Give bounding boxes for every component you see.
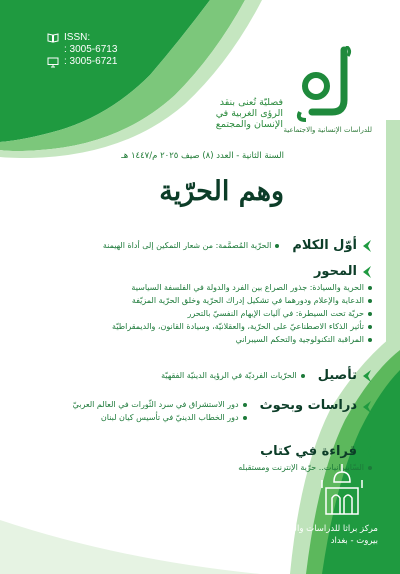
section-rooting [36,368,372,383]
list-item [36,307,372,320]
article-title: الحرّيات الفرديّة في الرؤية الدينيّة الفقهيّة [161,371,297,380]
logo-caption: للدراسات الإنسانية والاجتماعية [283,126,372,134]
article-title: السّايبرانيات.. حرّية الإنترنت ومستقبله [238,463,364,472]
list-item [73,411,247,424]
chevron-left-icon [362,446,372,458]
tagline-line-2: الرؤى الغربية في [215,108,283,119]
list-item [73,398,247,411]
chevron-left-icon [362,370,372,382]
article-title: الحرّية المُصمَّمة: من شعار التمكين إلى أداة الهيمنة [102,241,272,250]
chevron-left-icon [362,401,372,413]
article-title: دور الخطاب الدينيّ في تأسيس كيان لبنان [100,413,239,422]
tagline [153,97,283,130]
article-list [36,281,372,346]
issn-label: ISSN: [64,32,91,43]
article-list [73,398,247,424]
article-title: الحرية والسيادة: جذور الصراع بين الفرد والدولة في الفلسفة السياسية [131,283,364,292]
article-title: تأثير الذكاء الاصطناعيّ على الحرّية، والعقلانيّة، وسيادة القانون، والديمقراطيّة [112,322,364,331]
journal-logo [292,46,362,108]
book-icon [46,32,60,44]
bullet-dot [301,374,305,378]
section-label: المحور [313,264,357,279]
article-title: المراقبة التكنولوجية والتحكم السيبراني [235,335,364,344]
list-item [36,294,372,307]
issn-online-number: : 3005-6721 [64,56,118,67]
section-label: تأصيل [317,368,357,383]
issn-print-row [46,44,166,56]
bullet-dot [275,244,279,248]
monitor-icon [46,56,60,68]
section-axis [36,264,372,346]
article-title: دور الاستشراق في سرد الثّورات في العالم العربيّ [72,400,239,409]
article-title: الدعاية والإعلام ودورهما في تشكيل إدراك الحرّية وخلق الحرّية المزيّفة [131,296,364,305]
issn-print-number: : 3005-6713 [64,44,118,55]
issn-online-row [46,56,166,68]
section-studies [36,398,372,424]
tagline-line-3: الإنسان والمجتمع [215,119,283,130]
section-opening [36,238,372,253]
chevron-left-icon [362,266,372,278]
chevron-left-icon [362,240,372,252]
section-label: دراسات وبحوث [259,398,357,413]
cover-title: وهم الحرّية [159,176,284,207]
list-item [36,333,372,346]
publisher-emblem-icon [312,460,372,518]
bottom-left-curve [0,520,260,574]
issn-block [46,32,166,68]
article-title: حريّة تحت السيطرة: في آليات الإيهام النفسيّ بالتحرر [187,309,364,318]
tagline-line-1: فصليّة تُعنى بنقد [219,97,283,108]
publisher-line-2: بيروت - بغداد [330,536,378,546]
section-label: أوّل الكلام [292,238,357,253]
issue-line: السنة الثانية - العدد (٨) صيف ٢٠٢٥ م/١٤٤٧ هـ [121,151,284,161]
publisher-name [266,523,378,547]
list-item [36,281,372,294]
publisher-line-1: مركز براثا للدراسات والبحوث [273,524,378,534]
section-label: قراءة في كتاب [260,444,357,459]
issn-label-row [46,32,166,44]
list-item [36,320,372,333]
